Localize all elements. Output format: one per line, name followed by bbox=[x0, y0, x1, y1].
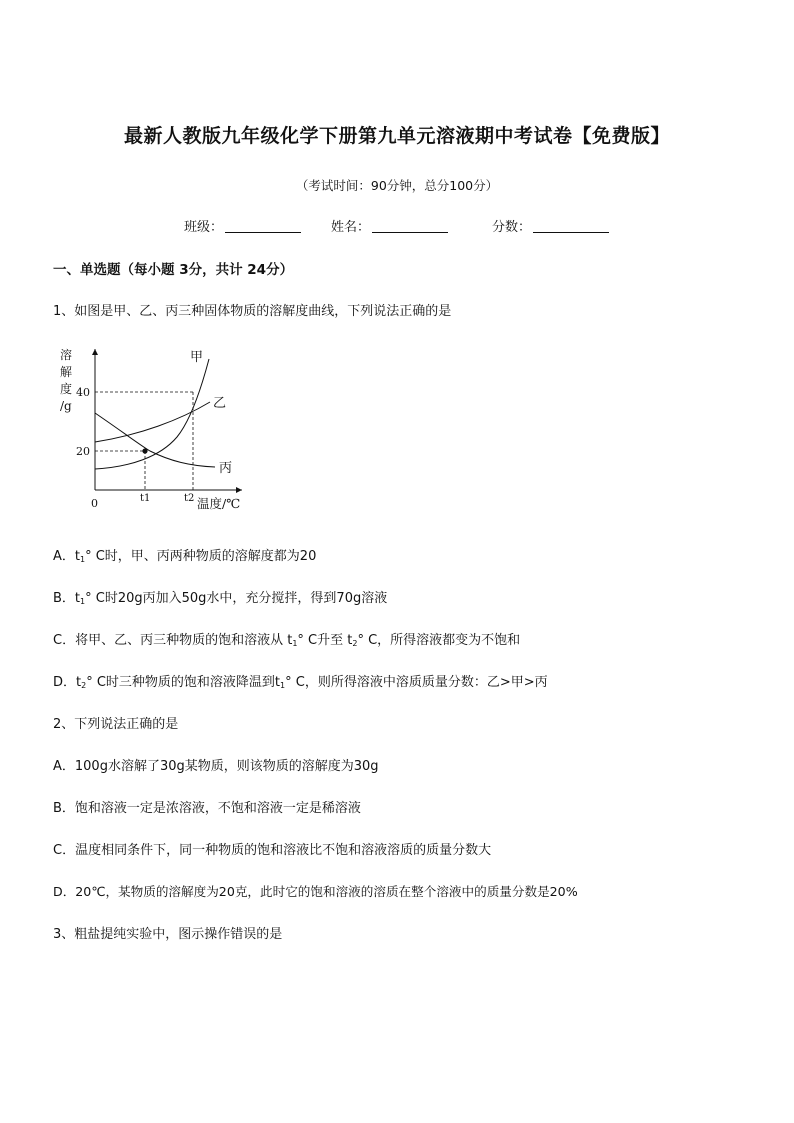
y-tick-40: 40 bbox=[76, 386, 90, 399]
score-blank[interactable] bbox=[533, 220, 609, 233]
y-tick-20: 20 bbox=[76, 445, 90, 458]
q1-option-c[interactable]: C．将甲、乙、丙三种物质的饱和溶液从 $t_1^\circ$ C升至 $t_2^\circ$ C，所得溶液都变为不饱和 bbox=[53, 633, 521, 648]
q1-option-b[interactable]: B．$t_1^\circ$ C时20g丙加入50g水中，充分搅拌，得到70g溶液 bbox=[53, 591, 388, 606]
q2-option-d[interactable]: D．20℃，某物质的溶解度为20克，此时它的饱和溶液的溶质在整个溶液中的质量分数是20% bbox=[53, 884, 578, 899]
name-blank[interactable] bbox=[372, 220, 448, 233]
class-label: 班级： bbox=[184, 220, 224, 235]
name-label: 姓名： bbox=[331, 220, 371, 235]
q2-option-a[interactable]: A．100g水溶解了30g某物质，则该物质的溶解度为30g bbox=[53, 759, 379, 774]
class-field bbox=[184, 216, 301, 235]
y-axis-label-char: /g bbox=[60, 399, 72, 413]
q1-option-a[interactable]: A．$t_1^\circ$ C时，甲、丙两种物质的溶解度都为20 bbox=[53, 549, 317, 564]
series-label-jia: 甲 bbox=[190, 350, 204, 365]
series-label-yi: 乙 bbox=[213, 396, 227, 411]
question-1-stem: 1、如图是甲、乙、丙三种固体物质的溶解度曲线，下列说法正确的是 bbox=[53, 304, 452, 319]
score-field bbox=[492, 216, 609, 235]
class-blank[interactable] bbox=[225, 220, 301, 233]
y-axis-label-char: 解 bbox=[60, 365, 73, 379]
x-tick-t2: t2 bbox=[184, 493, 195, 504]
series-label-bing: 丙 bbox=[219, 461, 233, 476]
origin-label: 0 bbox=[91, 497, 98, 510]
q2-option-b[interactable]: B．饱和溶液一定是浓溶液，不饱和溶液一定是稀溶液 bbox=[53, 801, 361, 816]
x-tick-t1: t1 bbox=[140, 493, 151, 504]
y-axis-label-char: 溶 bbox=[60, 348, 73, 362]
solubility-chart bbox=[50, 345, 250, 517]
section-title: 一、单选题（每小题 3分，共计 24分） bbox=[53, 262, 294, 278]
page-title: 最新人教版九年级化学下册第九单元溶液期中考试卷【免费版】 bbox=[123, 125, 670, 147]
exam-info: （考试时间：90分钟，总分100分） bbox=[295, 178, 499, 193]
curve-bing bbox=[95, 413, 215, 467]
intersection-point bbox=[142, 448, 147, 453]
score-label: 分数： bbox=[492, 220, 532, 235]
question-3-stem: 3、粗盐提纯实验中，图示操作错误的是 bbox=[53, 927, 283, 942]
q1-option-d[interactable]: D．$t_2^\circ$ C时三种物质的饱和溶液降温到$t_1^\circ$ C，则所得溶液中溶质质量分数：乙>甲>丙 bbox=[53, 675, 548, 690]
x-axis-label: 温度/℃ bbox=[197, 496, 241, 511]
question-2-stem: 2、下列说法正确的是 bbox=[53, 717, 179, 732]
q2-option-c[interactable]: C．温度相同条件下，同一种物质的饱和溶液比不饱和溶液溶质的质量分数大 bbox=[53, 843, 492, 858]
y-axis-label-char: 度 bbox=[60, 382, 73, 396]
name-field bbox=[331, 216, 448, 235]
